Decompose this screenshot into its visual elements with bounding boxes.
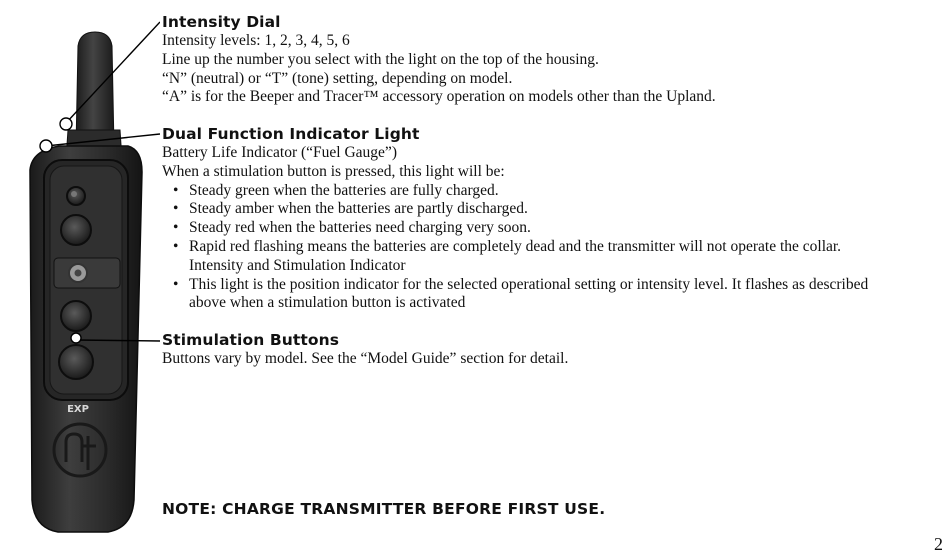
indicator-subheading: Intensity and Stimulation Indicator bbox=[189, 256, 406, 274]
indicator-light-section bbox=[162, 125, 868, 313]
intensity-dial-line: “N” (neutral) or “T” (tone) setting, depending on model. bbox=[162, 69, 513, 87]
intensity-dial-line: Intensity levels: 1, 2, 3, 4, 5, 6 bbox=[162, 32, 350, 49]
indicator-light-heading: Dual Function Indicator Light bbox=[162, 125, 420, 143]
bullet-item: • This light is the position indicator for the selected operational setting or intensity level. It flashes as described bbox=[173, 275, 869, 293]
charge-note: NOTE: CHARGE TRANSMITTER BEFORE FIRST USE. bbox=[162, 500, 606, 518]
stimulation-buttons-section bbox=[162, 331, 568, 369]
stimulation-buttons-line: Buttons vary by model. See the “Model Guide” section for detail. bbox=[162, 350, 569, 367]
stimulation-buttons-heading: Stimulation Buttons bbox=[162, 331, 340, 349]
stimulation-button-1 bbox=[61, 301, 91, 331]
indicator-light-line: Battery Life Indicator (“Fuel Gauge”) bbox=[162, 144, 397, 161]
upper-button bbox=[61, 215, 91, 245]
intensity-dial-section bbox=[162, 13, 716, 107]
indicator-light-line: When a stimulation button is pressed, this light will be: bbox=[162, 162, 505, 180]
intensity-dial-line: Line up the number you select with the light on the top of the housing. bbox=[162, 50, 599, 68]
model-label: EXP bbox=[67, 404, 89, 415]
bullet-item-continuation: above when a stimulation button is activated bbox=[189, 294, 466, 312]
bullet-item: • Steady green when the batteries are fully charged. bbox=[173, 181, 499, 199]
page-number: 2 bbox=[934, 534, 943, 554]
transmitter-illustration bbox=[0, 0, 160, 553]
bullet-item: • Rapid red flashing means the batteries are completely dead and the transmitter will not operate the collar. bbox=[173, 237, 842, 255]
intensity-dial-line: “A” is for the Beeper and Tracer™ accessory operation on models other than the Upland. bbox=[162, 88, 716, 106]
intensity-dial-heading: Intensity Dial bbox=[162, 13, 281, 31]
stimulation-button-2 bbox=[59, 345, 93, 379]
bullet-item: • Steady amber when the batteries are partly discharged. bbox=[173, 200, 528, 218]
bullet-item: • Steady red when the batteries need charging very soon. bbox=[173, 219, 531, 237]
